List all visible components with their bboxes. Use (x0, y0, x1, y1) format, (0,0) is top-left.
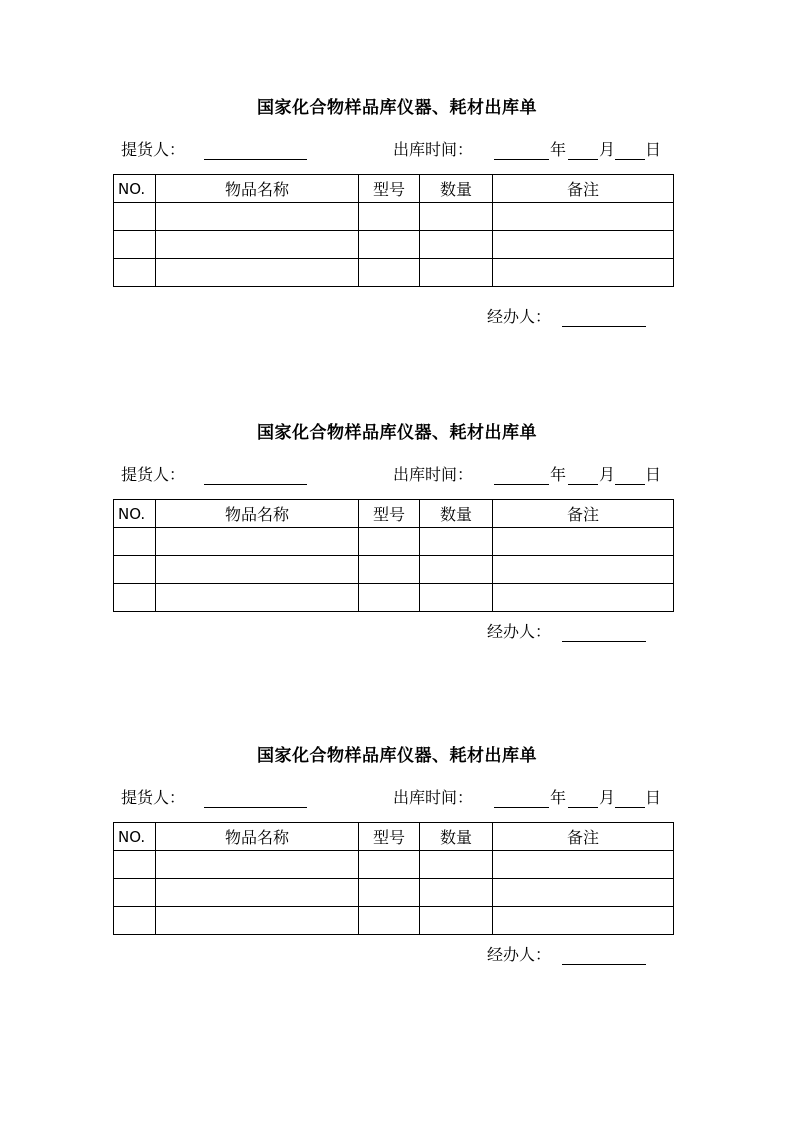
cell-name[interactable] (156, 231, 359, 259)
picker-label: 提货人： (121, 140, 186, 159)
table-row (114, 259, 674, 287)
month-label: 月 (599, 465, 616, 484)
table-row (114, 879, 674, 907)
cell-quantity[interactable] (420, 203, 493, 231)
column-header-quantity: 数量 (420, 175, 493, 203)
time-label: 出库时间： (393, 140, 474, 159)
cell-remarks[interactable] (493, 584, 674, 612)
year-label: 年 (550, 788, 567, 807)
cell-quantity[interactable] (420, 879, 493, 907)
column-header-remarks: 备注 (493, 823, 674, 851)
table-row (114, 556, 674, 584)
handler-label: 经办人： (487, 945, 552, 964)
month-input[interactable] (568, 159, 598, 160)
cell-remarks[interactable] (493, 556, 674, 584)
year-input[interactable] (494, 484, 549, 485)
table-header-row (114, 175, 674, 203)
cell-no[interactable] (114, 203, 156, 231)
cell-name[interactable] (156, 851, 359, 879)
picker-input[interactable] (204, 807, 307, 808)
cell-quantity[interactable] (420, 851, 493, 879)
cell-model[interactable] (359, 584, 420, 612)
cell-no[interactable] (114, 584, 156, 612)
cell-name[interactable] (156, 259, 359, 287)
picker-input[interactable] (204, 159, 307, 160)
cell-quantity[interactable] (420, 231, 493, 259)
cell-remarks[interactable] (493, 259, 674, 287)
picker-label: 提货人： (121, 788, 186, 807)
cell-model[interactable] (359, 528, 420, 556)
day-input[interactable] (615, 807, 645, 808)
column-header-model: 型号 (359, 175, 420, 203)
handler-input[interactable] (562, 641, 646, 642)
items-table (113, 174, 674, 287)
items-table (113, 499, 674, 612)
year-input[interactable] (494, 159, 549, 160)
month-input[interactable] (568, 484, 598, 485)
cell-quantity[interactable] (420, 556, 493, 584)
cell-no[interactable] (114, 259, 156, 287)
handler-input[interactable] (562, 964, 646, 965)
table-row (114, 584, 674, 612)
cell-quantity[interactable] (420, 907, 493, 935)
time-label: 出库时间： (393, 465, 474, 484)
handler-input[interactable] (562, 326, 646, 327)
items-table (113, 822, 674, 935)
cell-name[interactable] (156, 584, 359, 612)
column-header-remarks: 备注 (493, 175, 674, 203)
day-input[interactable] (615, 159, 645, 160)
month-input[interactable] (568, 807, 598, 808)
form-title: 国家化合物样品库仪器、耗材出库单 (257, 423, 537, 443)
day-label: 日 (645, 140, 662, 159)
cell-no[interactable] (114, 907, 156, 935)
cell-name[interactable] (156, 879, 359, 907)
cell-no[interactable] (114, 528, 156, 556)
cell-name[interactable] (156, 203, 359, 231)
cell-remarks[interactable] (493, 907, 674, 935)
form-title: 国家化合物样品库仪器、耗材出库单 (257, 98, 537, 118)
table-row (114, 231, 674, 259)
year-input[interactable] (494, 807, 549, 808)
column-header-name: 物品名称 (156, 823, 359, 851)
column-header-quantity: 数量 (420, 823, 493, 851)
cell-model[interactable] (359, 851, 420, 879)
column-header-model: 型号 (359, 500, 420, 528)
cell-no[interactable] (114, 851, 156, 879)
cell-remarks[interactable] (493, 203, 674, 231)
month-label: 月 (599, 788, 616, 807)
table-row (114, 907, 674, 935)
time-label: 出库时间： (393, 788, 474, 807)
handler-label: 经办人： (487, 622, 552, 641)
outbound-form (0, 97, 794, 337)
cell-no[interactable] (114, 879, 156, 907)
column-header-remarks: 备注 (493, 500, 674, 528)
cell-name[interactable] (156, 556, 359, 584)
cell-remarks[interactable] (493, 879, 674, 907)
cell-quantity[interactable] (420, 528, 493, 556)
cell-remarks[interactable] (493, 528, 674, 556)
cell-quantity[interactable] (420, 259, 493, 287)
picker-input[interactable] (204, 484, 307, 485)
column-header-quantity: 数量 (420, 500, 493, 528)
table-header-row (114, 500, 674, 528)
cell-no[interactable] (114, 556, 156, 584)
cell-model[interactable] (359, 231, 420, 259)
column-header-no: NO. (114, 823, 156, 851)
cell-name[interactable] (156, 907, 359, 935)
outbound-form (0, 422, 794, 662)
column-header-no: NO. (114, 175, 156, 203)
day-input[interactable] (615, 484, 645, 485)
cell-model[interactable] (359, 259, 420, 287)
table-row (114, 203, 674, 231)
cell-quantity[interactable] (420, 584, 493, 612)
cell-remarks[interactable] (493, 851, 674, 879)
form-title: 国家化合物样品库仪器、耗材出库单 (257, 746, 537, 766)
column-header-model: 型号 (359, 823, 420, 851)
year-label: 年 (550, 465, 567, 484)
outbound-form (0, 745, 794, 985)
cell-model[interactable] (359, 879, 420, 907)
table-header-row (114, 823, 674, 851)
cell-model[interactable] (359, 203, 420, 231)
cell-model[interactable] (359, 907, 420, 935)
handler-label: 经办人： (487, 307, 552, 326)
column-header-name: 物品名称 (156, 175, 359, 203)
table-row (114, 528, 674, 556)
table-row (114, 851, 674, 879)
cell-name[interactable] (156, 528, 359, 556)
column-header-name: 物品名称 (156, 500, 359, 528)
cell-remarks[interactable] (493, 231, 674, 259)
day-label: 日 (645, 788, 662, 807)
column-header-no: NO. (114, 500, 156, 528)
picker-label: 提货人： (121, 465, 186, 484)
cell-model[interactable] (359, 556, 420, 584)
year-label: 年 (550, 140, 567, 159)
cell-no[interactable] (114, 231, 156, 259)
month-label: 月 (599, 140, 616, 159)
day-label: 日 (645, 465, 662, 484)
